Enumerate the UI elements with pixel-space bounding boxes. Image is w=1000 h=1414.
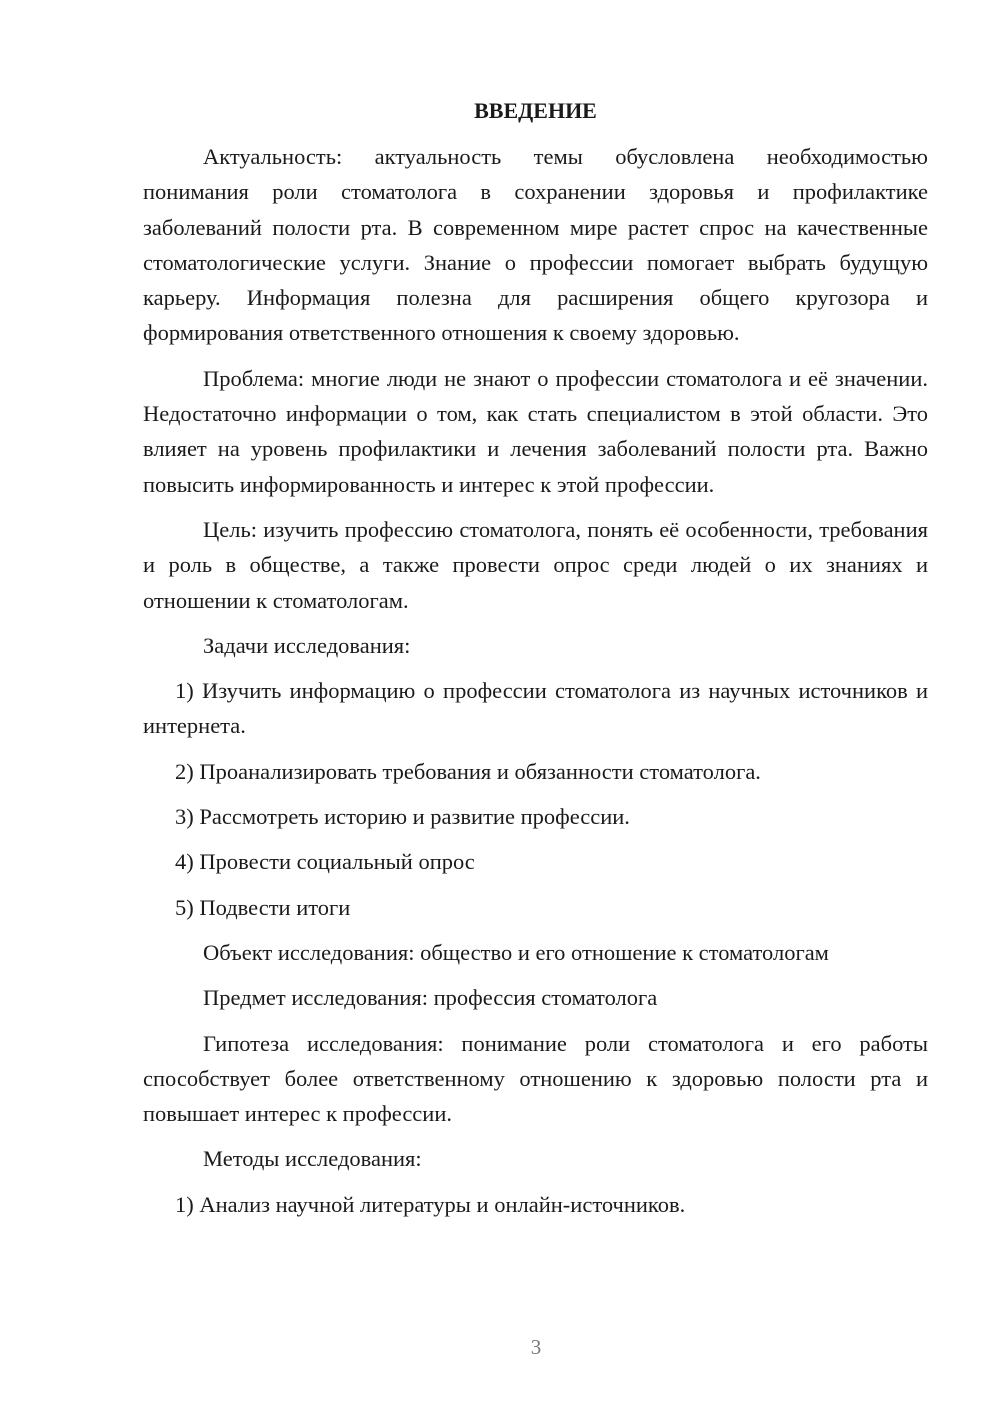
subject-paragraph: Предмет исследования: профессия стоматолога xyxy=(203,985,658,1011)
object-paragraph: Объект исследования: общество и его отношение к стоматологам xyxy=(203,939,829,965)
relevance-paragraph: Актуальность: актуальность темы обусловлена необходимостью понимания роли стоматолога в сохранении здоровья и профилактике заболеваний полости рта. В современном мире растет спрос на качественные стоматологические услуги. Знание о профессии помогает выбрать будущую карьеру. Информация полезна для расширения общего кругозора и формирования ответственного отношения к своему здоровью. xyxy=(143,144,928,346)
task-item: 2) Проанализировать требования и обязанности стоматолога. xyxy=(175,758,761,784)
task-item: 5) Подвести итоги xyxy=(175,894,351,920)
task-item: 3) Рассмотреть историю и развитие профессии. xyxy=(175,804,630,830)
hypothesis-paragraph: Гипотеза исследования: понимание роли стоматолога и его работы способствует более ответственному отношению к здоровью полости рта и повышает интерес к профессии. xyxy=(143,1030,928,1127)
goal-paragraph: Цель: изучить профессию стоматолога, понять её особенности, требования и роль в обществе, а также провести опрос среди людей о их знаниях и отношении к стоматологам. xyxy=(143,516,928,613)
task-item: 1) Изучить информацию о профессии стоматолога из научных источников и интернета. xyxy=(143,678,928,739)
task-item: 4) Провести социальный опрос xyxy=(175,849,475,875)
document-body xyxy=(143,93,928,1232)
method-item: 1) Анализ научной литературы и онлайн-источников. xyxy=(175,1191,686,1217)
tasks-heading: Задачи исследования: xyxy=(203,632,411,658)
methods-heading: Методы исследования: xyxy=(203,1146,422,1172)
problem-paragraph: Проблема: многие люди не знают о профессии стоматолога и её значении. Недостаточно информации о том, как стать специалистом в этой области. Это влияет на уровень профилактики и лечения заболеваний полости рта. Важно повысить информированность и интерес к этой профессии. xyxy=(143,365,928,497)
page-title: ВВЕДЕНИЕ xyxy=(474,98,597,123)
page-number: 3 xyxy=(530,1335,542,1359)
